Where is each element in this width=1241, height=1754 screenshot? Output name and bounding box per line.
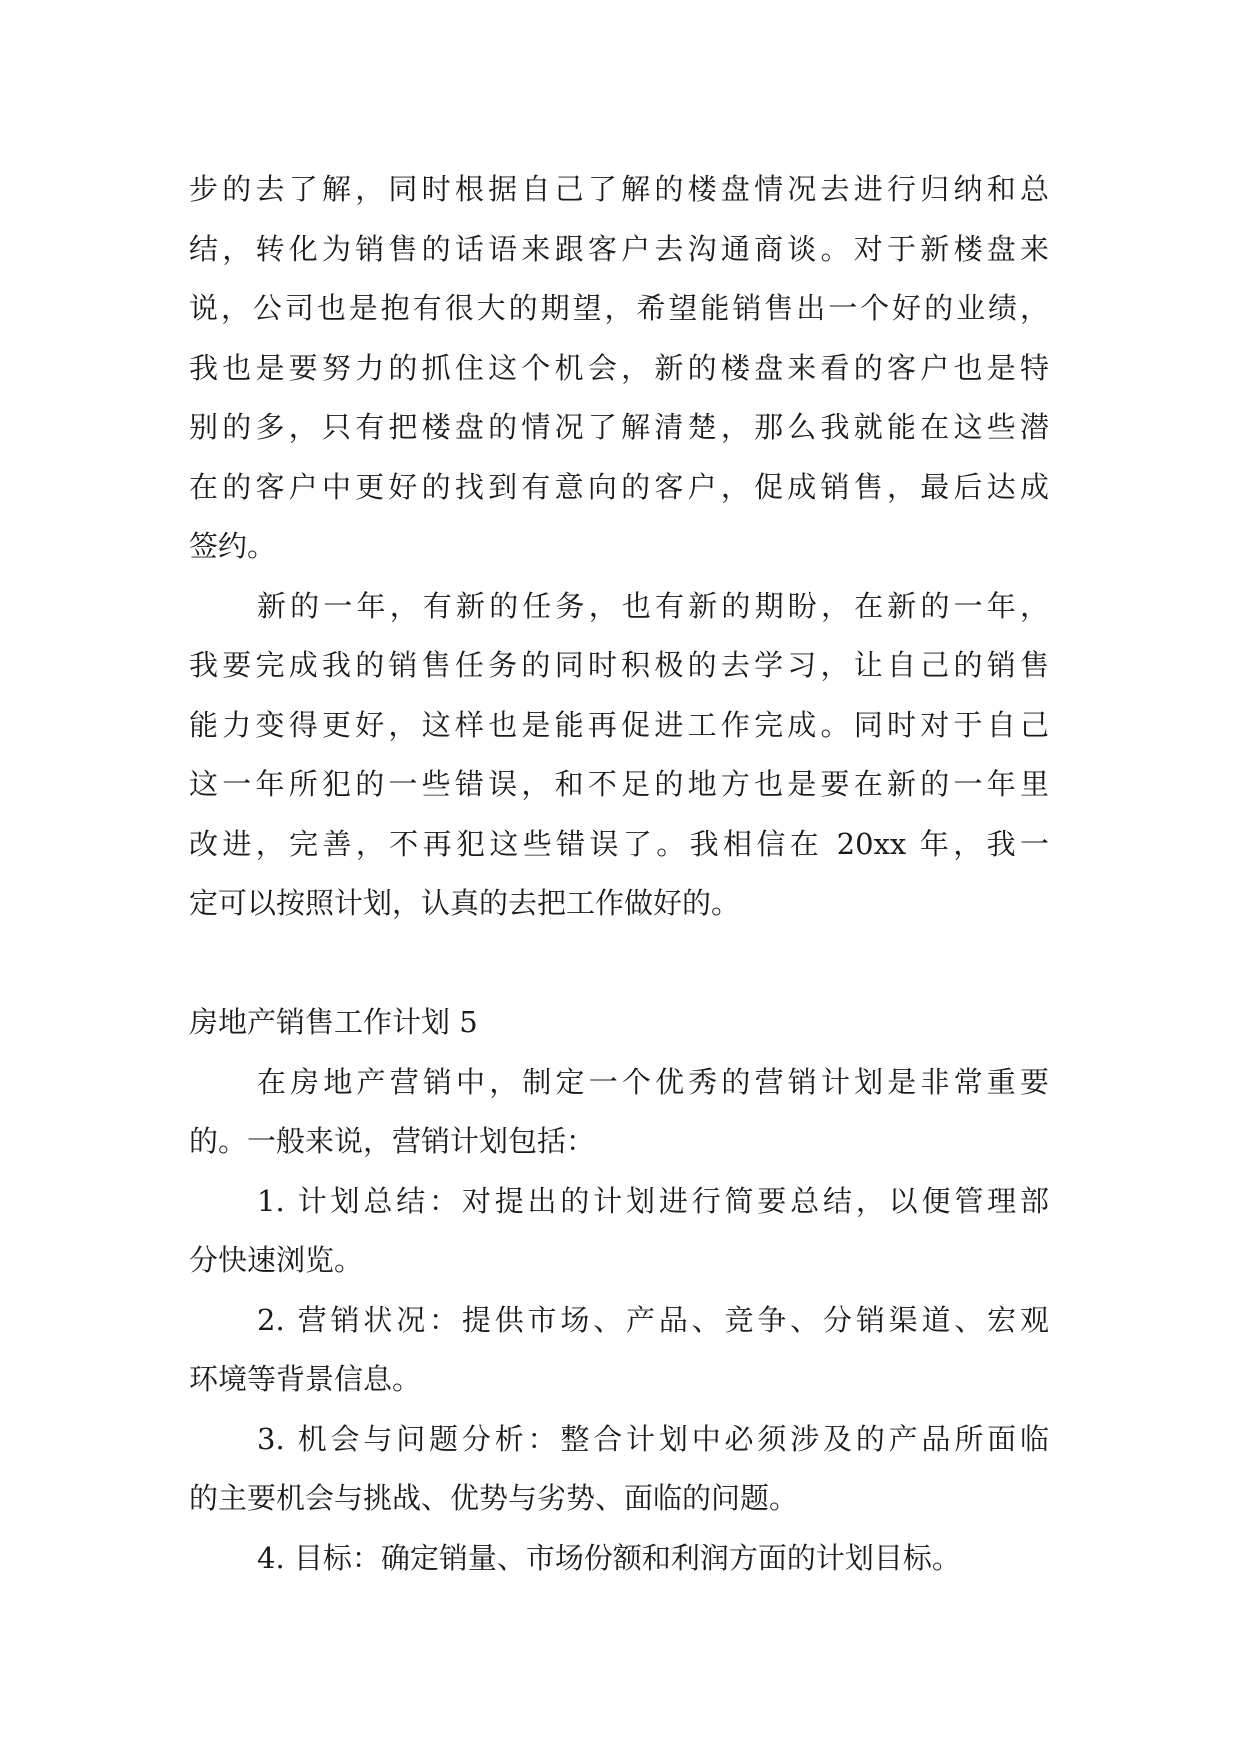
list-item-marketing-status [189, 1291, 1049, 1410]
paragraph-line: 的。一般来说，营销计划包括： [189, 1124, 596, 1158]
list-item-line: 2. 营销状况：提供市场、产品、竞争、分销渠道、宏观 [257, 1302, 1049, 1337]
list-item-goals [189, 1529, 1049, 1589]
paragraph-line: 说，公司也是抱有很大的期望，希望能销售出一个好的业绩， [189, 291, 1049, 325]
paragraph-line: 这一年所犯的一些错误，和不足的地方也是要在新的一年里 [189, 767, 1049, 801]
paragraph-line: 在的客户中更好的找到有意向的客户，促成销售，最后达成 [189, 469, 1049, 504]
document-body [189, 160, 1049, 1588]
paragraph-line: 我也是要努力的抓住这个机会，新的楼盘来看的客户也是特 [189, 350, 1049, 385]
list-item-line: 环境等背景信息。 [189, 1362, 422, 1396]
paragraph-line: 新的一年，有新的任务，也有新的期盼，在新的一年， [257, 588, 1049, 623]
paragraph-line: 能力变得更好，这样也是能再促进工作完成。同时对于自己 [189, 707, 1049, 742]
list-item-line: 1. 计划总结：对提出的计划进行简要总结，以便管理部 [257, 1183, 1049, 1218]
list-item-opportunity-analysis [189, 1410, 1049, 1529]
list-item-line: 的主要机会与挑战、优势与劣势、面临的问题。 [189, 1481, 799, 1515]
list-item-line: 4. 目标：确定销量、市场份额和利润方面的计划目标。 [257, 1540, 961, 1575]
paragraph-continuation [189, 160, 1049, 577]
paragraph-line: 我要完成我的销售任务的同时积极的去学习，让自己的销售 [189, 648, 1049, 682]
paragraph-intro [189, 1053, 1049, 1172]
blank-line [189, 934, 1049, 994]
paragraph-new-year [189, 577, 1049, 934]
paragraph-line: 定可以按照计划，认真的去把工作做好的。 [189, 886, 741, 920]
list-item-plan-summary [189, 1172, 1049, 1291]
paragraph-line: 别的多，只有把楼盘的情况了解清楚，那么我就能在这些潜 [189, 410, 1049, 444]
paragraph-line: 签约。 [189, 529, 277, 563]
paragraph-line: 步的去了解，同时根据自己了解的楼盘情况去进行归纳和总 [189, 172, 1049, 206]
paragraph-line: 结，转化为销售的话语来跟客户去沟通商谈。对于新楼盘来 [189, 231, 1049, 266]
list-item-line: 分快速浏览。 [189, 1243, 364, 1277]
list-item-line: 3. 机会与问题分析：整合计划中必须涉及的产品所面临 [257, 1421, 1049, 1456]
paragraph-line: 在房地产营销中，制定一个优秀的营销计划是非常重要 [257, 1064, 1049, 1099]
section-heading: 房地产销售工作计划 5 [189, 1005, 478, 1039]
paragraph-line: 改进，完善，不再犯这些错误了。我相信在 20xx 年，我一 [189, 826, 1049, 861]
